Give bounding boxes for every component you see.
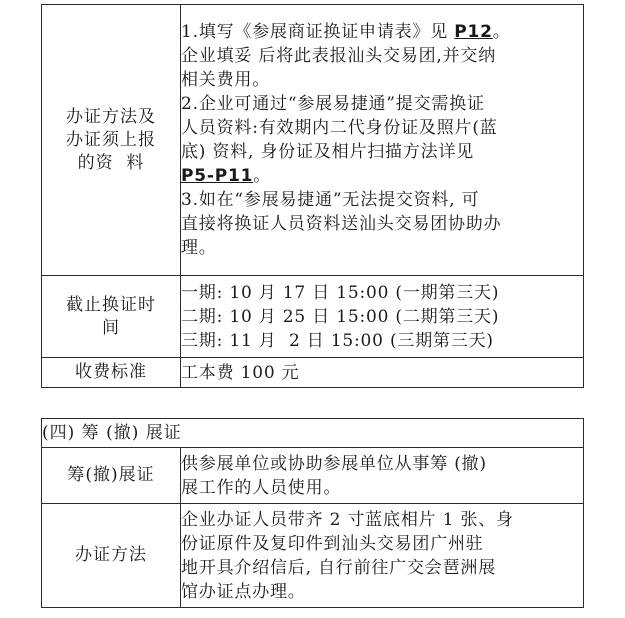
method-line-3: 相关费用。 <box>181 70 270 90</box>
method-line-2: 企业填妥 后将此表报汕头交易团,并交纳 <box>181 46 497 66</box>
certificate-exchange-table <box>41 4 584 388</box>
deadline-label <box>42 276 181 358</box>
deadline-phase-2: 二期: 10 月 25 日 15:00 (二期第三天) <box>181 306 500 327</box>
apply-method-content <box>181 504 584 608</box>
section-title: (四) 筹 (撤) 展证 <box>42 419 584 448</box>
usage-line-2: 展工作的人员使用。 <box>181 477 342 498</box>
page-ref-p5-p11[interactable]: P5-P11 <box>181 166 254 186</box>
table-row-section-header <box>42 419 584 448</box>
usage-line-1: 供参展单位或协助参展单位从事筹 (撤) <box>181 453 487 474</box>
method-line-8: 3.如在“参展易捷通”无法提交资料, 可 <box>181 190 480 210</box>
usage-content <box>181 448 584 504</box>
method-line-9: 直接将换证人员资料送汕头交易团协助办 <box>181 214 502 234</box>
apply-method-line-3: 地开具介绍信后, 自行前往广交会琶洲展 <box>181 557 497 578</box>
method-line-7: P5-P11。 <box>181 166 272 186</box>
fee-label: 收费标准 <box>42 358 181 388</box>
method-label-line-2: 办证须上报 <box>66 129 156 150</box>
table-row-method <box>42 5 584 276</box>
setup-pass-table <box>41 418 584 608</box>
table-row-usage <box>42 448 584 504</box>
method-line-5: 人员资料:有效期内二代身份证及照片(蓝 <box>181 118 498 138</box>
method-label-line-1: 办证方法及 <box>66 106 156 127</box>
method-line-4: 2.企业可通过“参展易捷通”提交需换证 <box>181 94 485 114</box>
method-line-1: 1.填写《参展商证换证申请表》见 P12。 <box>181 22 511 42</box>
deadline-content <box>181 276 584 358</box>
apply-method-line-4: 馆办证点办理。 <box>181 581 306 602</box>
usage-label: 筹(撤)展证 <box>42 448 181 504</box>
method-content <box>181 5 584 276</box>
apply-method-line-2: 份证原件及复印件到汕头交易团广州驻 <box>181 533 484 554</box>
apply-method-line-1: 企业办证人员带齐 2 寸蓝底相片 1 张、身 <box>181 509 514 530</box>
deadline-label-line-1: 截止换证时 <box>66 294 156 315</box>
method-line-10: 理。 <box>181 238 217 258</box>
apply-method-label: 办证方法 <box>42 504 181 608</box>
fee-value: 工本费 100 元 <box>181 358 584 388</box>
deadline-label-line-2: 间 <box>102 317 120 338</box>
method-label <box>42 5 181 276</box>
deadline-phase-3: 三期: 11 月 2 日 15:00 (三期第三天) <box>181 330 494 351</box>
table-row-deadline <box>42 276 584 358</box>
table-row-apply-method <box>42 504 584 608</box>
deadline-phase-1: 一期: 10 月 17 日 15:00 (一期第三天) <box>181 282 500 303</box>
method-label-line-3: 的资 料 <box>77 152 145 173</box>
method-line-6: 底) 资料, 身份证及相片扫描方法详见 <box>181 142 475 162</box>
table-row-fee <box>42 358 584 388</box>
page-ref-p12[interactable]: P12 <box>454 22 493 42</box>
